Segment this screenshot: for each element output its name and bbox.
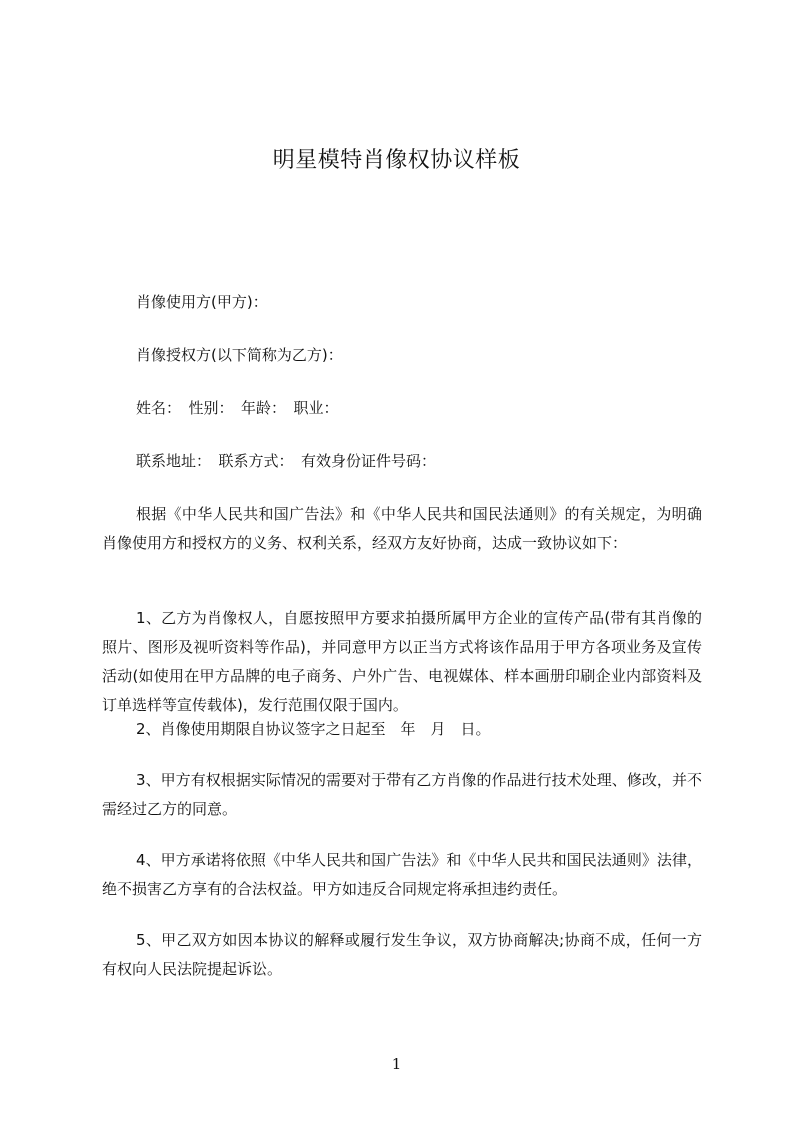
intro-paragraph: 根据《中华人民共和国广告法》和《中华人民共和国民法通则》的有关规定，为明确肖像使用方和授权方的义务、权利关系，经双方友好协商，达成一致协议如下： xyxy=(102,505,702,552)
person-info-fields: 姓名： 性别： 年龄： 职业： xyxy=(136,399,339,417)
document-title: 明星模特肖像权协议样板 xyxy=(272,148,521,173)
party-a-field: 肖像使用方(甲方)： xyxy=(136,293,268,311)
clause-3: 3、甲方有权根据实际情况的需要对于带有乙方肖像的作品进行技术处理、修改，并不需经过乙方的同意。 xyxy=(102,771,702,818)
clause-1: 1、乙方为肖像权人，自愿按照甲方要求拍摄所属甲方企业的宣传产品(带有其肖像的照片、图形及视听资料等作品)，并同意甲方以正当方式将该作品用于甲方各项业务及宣传活动(如使用在甲方品牌的电子商务、户外广告、电视媒体、样本画册印刷企业内部资料及订单选样等宣传载体)，发行范围仅限于国内。 xyxy=(102,609,702,714)
clause-2: 2、肖像使用期限自协议签字之日起至 年 月 日。 xyxy=(136,720,491,738)
page-number: 1 xyxy=(391,1055,402,1073)
party-b-field: 肖像授权方(以下简称为乙方)： xyxy=(136,346,343,364)
clause-5: 5、甲乙双方如因本协议的解释或履行发生争议，双方协商解决;协商不成，任何一方有权向人民法院提起诉讼。 xyxy=(102,931,702,978)
contact-info-fields: 联系地址： 联系方式： 有效身份证件号码： xyxy=(136,452,437,470)
clause-4: 4、甲方承诺将依照《中华人民共和国广告法》和《中华人民共和国民法通则》法律，绝不损害乙方享有的合法权益。甲方如违反合同规定将承担违约责任。 xyxy=(102,851,702,898)
